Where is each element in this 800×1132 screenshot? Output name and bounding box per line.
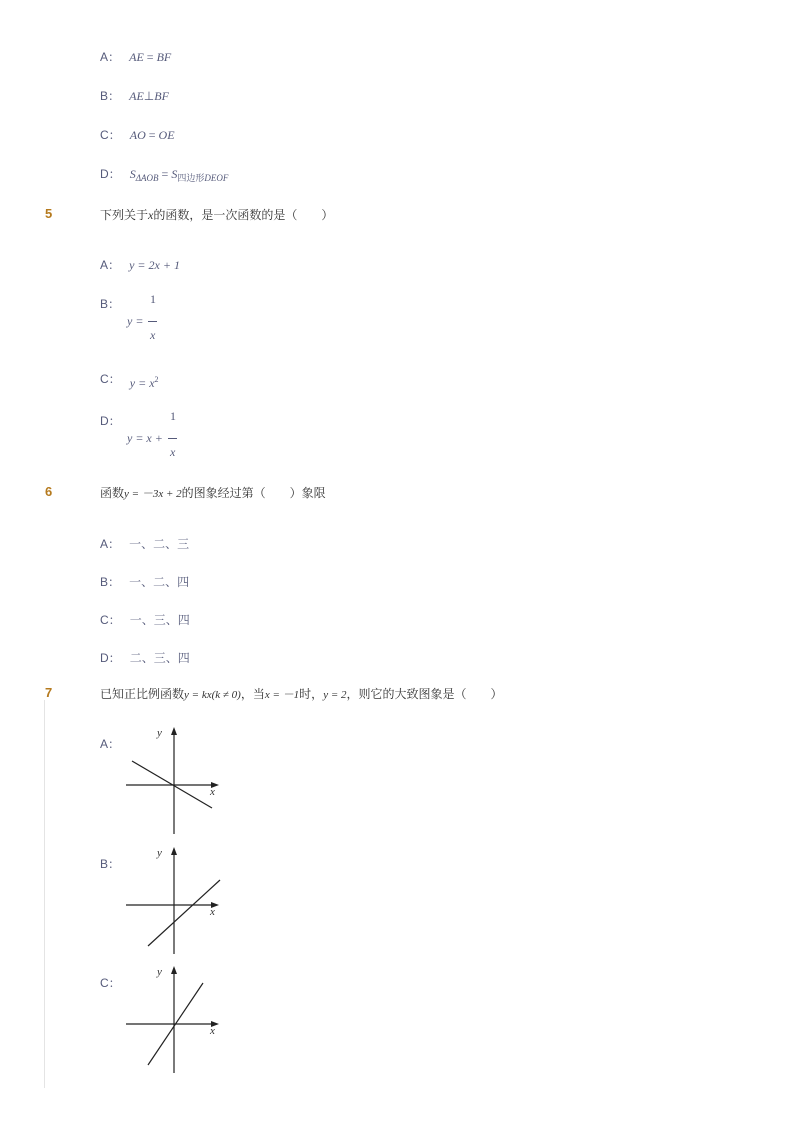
option-label: D：: [100, 167, 121, 181]
math-s2-sub: [177, 173, 228, 183]
option-label: C：: [100, 372, 121, 386]
option-text: 一、二、四: [129, 575, 190, 589]
fraction-bar: [168, 438, 177, 439]
math-rhs: OE: [158, 128, 175, 142]
question-text-part: ，当: [240, 687, 265, 701]
option-math: [130, 376, 159, 390]
math-rhs: BF: [154, 89, 169, 103]
question-text-part: 下列关于: [100, 208, 149, 222]
option-label: C：: [100, 976, 121, 990]
math-eq: =: [158, 167, 172, 181]
math-lhs: AE: [129, 50, 144, 64]
math-s2-sub-cn: 四边形: [177, 174, 205, 184]
x-axis-label: x: [210, 906, 215, 918]
q5-option-b[interactable]: [100, 293, 300, 349]
option-math: [129, 89, 169, 103]
option-text: 一、二、三: [129, 537, 190, 551]
question-math: x: [148, 208, 154, 222]
option-label: A：: [100, 258, 121, 272]
y-axis-arrow-icon: [171, 847, 177, 855]
option-label: A：: [100, 737, 121, 751]
x-axis-label: x: [210, 1025, 215, 1037]
q5-option-a[interactable]: [100, 254, 180, 273]
question-text: [100, 685, 503, 702]
math-s2-sub-latin: DEOF: [204, 173, 229, 183]
option-label: B：: [100, 575, 121, 589]
q4-option-c[interactable]: [100, 124, 175, 143]
q6-option-c[interactable]: [100, 609, 190, 628]
fraction-denominator: x: [170, 445, 176, 459]
y-axis-label: y: [157, 966, 162, 978]
math-s1-sub: ΔAOB: [135, 173, 159, 183]
question-math: y = kx(k ≠ 0): [184, 689, 241, 701]
question-text-part: 函数: [100, 486, 125, 500]
math-lhs: AE: [129, 89, 144, 103]
fraction-bar: [148, 321, 157, 322]
graph-option-a: [120, 722, 230, 838]
option-label: D：: [100, 651, 121, 665]
q5-option-c[interactable]: [100, 368, 159, 390]
option-label: B：: [100, 297, 121, 311]
option-math: y = 2x + 1: [129, 258, 180, 272]
option-label: A：: [100, 50, 121, 64]
graph-option-b: [120, 842, 230, 958]
y-axis-arrow-icon: [171, 727, 177, 735]
fraction-lhs: y =: [127, 314, 144, 328]
math-base: y = x: [129, 376, 155, 390]
option-text: 二、三、四: [129, 651, 190, 665]
option-math: [129, 50, 171, 64]
question-math: y = －3x + 2: [124, 488, 182, 500]
math-s1: S: [129, 167, 136, 181]
question-text: [100, 484, 326, 501]
graph-option-c: [120, 961, 230, 1077]
option-label: B：: [100, 857, 121, 871]
option-label: A：: [100, 537, 121, 551]
option-label: B：: [100, 89, 121, 103]
question-number: 6: [45, 484, 53, 499]
y-axis-label: y: [157, 727, 162, 739]
option-label: C：: [100, 128, 121, 142]
question-number: 7: [45, 685, 53, 700]
q6-option-d[interactable]: [100, 647, 190, 666]
question-text-part: ，则它的大致图象是（ ）: [346, 687, 503, 701]
option-label: C：: [100, 613, 121, 627]
math-rhs: BF: [156, 50, 172, 64]
math-s2: S: [171, 167, 178, 181]
q4-option-b[interactable]: [100, 85, 169, 104]
q5-option-d[interactable]: [100, 410, 300, 466]
q4-option-d[interactable]: [100, 163, 228, 182]
q7-option-c[interactable]: [100, 972, 121, 991]
fraction-numerator: 1: [150, 292, 156, 306]
option-math: [130, 128, 175, 142]
question-text-part: 的图象经过第（ ）象限: [181, 486, 326, 500]
math-op: =: [143, 50, 157, 64]
option-label: D：: [100, 414, 121, 428]
math-lhs: AO: [129, 128, 146, 142]
fraction-lhs: y = x +: [127, 431, 163, 445]
y-axis-label: y: [157, 847, 162, 859]
question-divider-line: [44, 700, 45, 1088]
question-text-part: 的函数，是一次函数的是（ ）: [153, 208, 334, 222]
q6-option-a[interactable]: [100, 533, 189, 552]
math-op: =: [145, 128, 159, 142]
math-op: ⊥: [143, 89, 155, 103]
fraction-numerator: 1: [170, 409, 176, 423]
option-text: 一、三、四: [129, 613, 190, 627]
q7-option-b[interactable]: [100, 853, 120, 872]
q6-option-b[interactable]: [100, 571, 189, 590]
q7-option-a[interactable]: [100, 733, 120, 752]
y-axis-arrow-icon: [171, 966, 177, 974]
question-text: [100, 206, 333, 223]
option-math: [129, 167, 229, 184]
question-math: y = 2: [323, 689, 347, 701]
q4-option-a[interactable]: [100, 46, 171, 65]
x-axis-label: x: [210, 786, 215, 798]
question-text-part: 时，: [299, 687, 324, 701]
question-number: 5: [45, 206, 53, 221]
question-text-part: 已知正比例函数: [100, 687, 185, 701]
fraction-denominator: x: [150, 328, 156, 342]
question-math: x = －1: [264, 689, 300, 701]
math-exponent: 2: [154, 375, 159, 384]
